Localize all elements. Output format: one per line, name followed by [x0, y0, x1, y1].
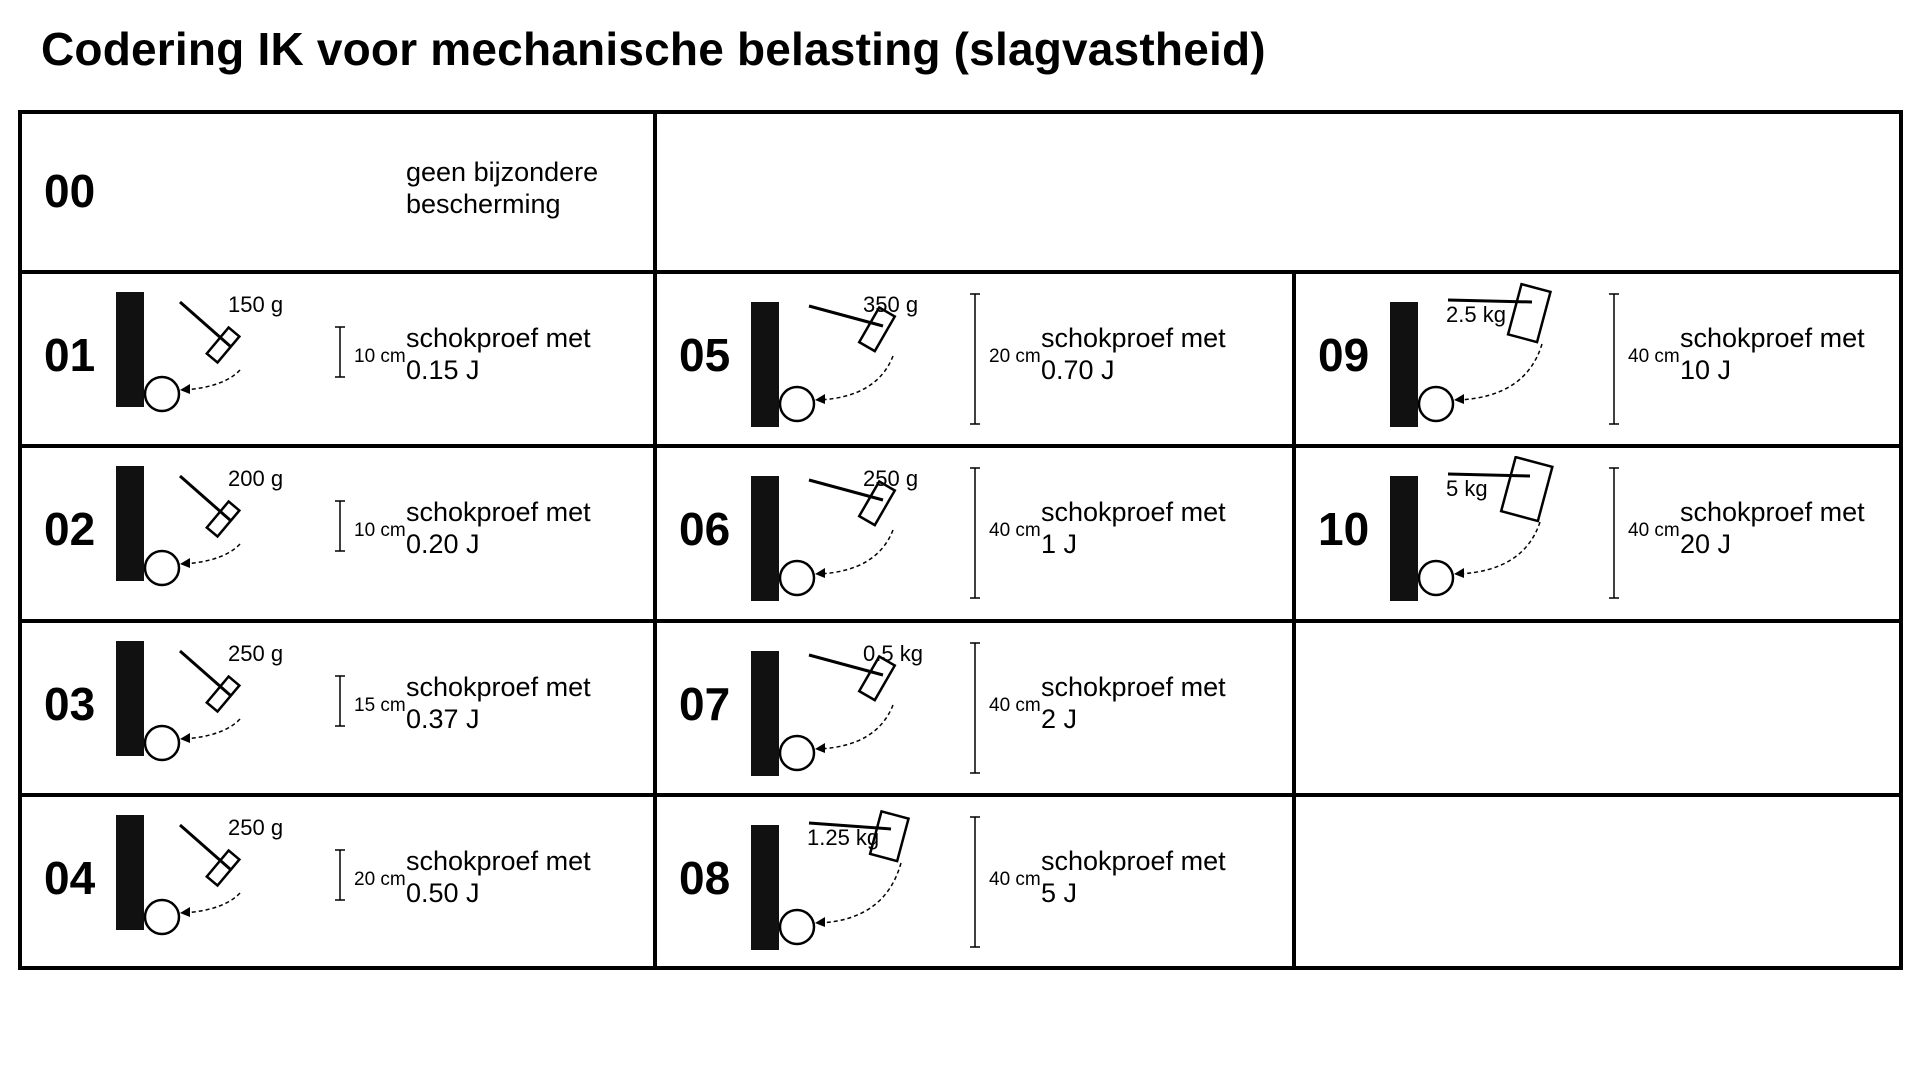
cell-empty-r4	[1296, 797, 1899, 966]
arrow-head-icon	[815, 917, 825, 927]
arrow-head-icon	[815, 394, 825, 404]
mass-label: 1.25 kg	[807, 825, 880, 850]
cell-ik06	[657, 448, 1292, 619]
ik-code: 02	[44, 503, 96, 555]
swing-arc	[819, 705, 893, 749]
ball-icon	[780, 561, 814, 595]
wall-icon	[116, 466, 144, 581]
wall-icon	[751, 651, 779, 776]
ball-icon	[780, 736, 814, 770]
ik-code: 08	[679, 852, 731, 904]
swing-arc	[1458, 344, 1542, 400]
drop-height-label: 10 cm	[354, 520, 406, 541]
mass-label: 200 g	[228, 466, 284, 491]
mass-label: 250 g	[863, 466, 919, 491]
ball-icon	[145, 726, 179, 760]
ball-icon	[145, 377, 179, 411]
wall-icon	[751, 302, 779, 427]
ball-icon	[780, 387, 814, 421]
ik-description: schokproef met 0.15 J	[406, 323, 591, 385]
hammer-handle	[180, 476, 230, 520]
cell-empty-top	[657, 114, 1899, 270]
ik-code: 00	[44, 165, 96, 217]
cell-ik00	[22, 114, 653, 270]
ik-description: schokproef met 5 J	[1041, 846, 1226, 908]
cell-ik02	[22, 448, 653, 619]
ik-description: schokproef met 0.50 J	[406, 846, 591, 908]
hammer-icon	[207, 502, 240, 537]
mass-label: 250 g	[228, 641, 284, 666]
ik-description: schokproef met 0.70 J	[1041, 323, 1226, 385]
ik-code: 06	[679, 503, 731, 555]
mass-label: 0.5 kg	[863, 641, 923, 666]
ik-code: 03	[44, 678, 96, 730]
drop-height-label: 40 cm	[1628, 346, 1680, 367]
cell-ik04	[22, 797, 653, 966]
arrow-head-icon	[180, 558, 190, 568]
drop-height-label: 10 cm	[354, 346, 406, 367]
drop-height-label: 20 cm	[989, 346, 1041, 367]
drop-height-label: 40 cm	[989, 695, 1041, 716]
hammer-handle	[180, 651, 230, 695]
page-title: Codering IK voor mechanische belasting (slagvastheid)	[41, 23, 1266, 75]
arrow-head-icon	[1454, 394, 1464, 404]
mass-label: 150 g	[228, 292, 284, 317]
cell-ik03	[22, 623, 653, 793]
ik-code: 09	[1318, 329, 1370, 381]
impact-test-symbol	[112, 631, 412, 781]
wall-icon	[751, 476, 779, 601]
ik-description: schokproef met 1 J	[1041, 497, 1226, 559]
cell-ik07	[657, 623, 1292, 793]
hammer-icon	[207, 677, 240, 712]
impact-test-symbol	[747, 631, 1047, 781]
impact-test-symbol	[747, 456, 1047, 606]
ik-description: schokproef met 0.37 J	[406, 672, 591, 734]
swing-arc	[184, 544, 240, 564]
wall-icon	[1390, 476, 1418, 601]
impact-test-symbol	[112, 456, 412, 606]
cell-ik05	[657, 274, 1292, 444]
hammer-handle	[180, 825, 230, 869]
ball-icon	[145, 551, 179, 585]
cell-ik09	[1296, 274, 1899, 444]
ik-description: schokproef met 10 J	[1680, 323, 1865, 385]
impact-test-symbol	[747, 805, 1047, 955]
mass-label: 250 g	[228, 815, 284, 840]
ik-code: 10	[1318, 503, 1370, 555]
arrow-head-icon	[180, 907, 190, 917]
wall-icon	[751, 825, 779, 950]
ik-code-table	[18, 110, 1903, 970]
swing-arc	[819, 530, 893, 574]
impact-test-symbol	[112, 805, 412, 955]
wall-icon	[116, 641, 144, 756]
cell-ik08	[657, 797, 1292, 966]
cell-empty-r3	[1296, 623, 1899, 793]
cell-ik10	[1296, 448, 1899, 619]
arrow-head-icon	[180, 733, 190, 743]
ball-icon	[1419, 561, 1453, 595]
impact-test-symbol	[112, 282, 412, 432]
ik-description: schokproef met 0.20 J	[406, 497, 591, 559]
swing-arc	[184, 370, 240, 390]
swing-arc	[819, 863, 901, 923]
wall-icon	[116, 815, 144, 930]
hammer-icon	[1508, 284, 1550, 342]
hammer-icon	[207, 328, 240, 363]
drop-height-label: 40 cm	[1628, 520, 1680, 541]
arrow-head-icon	[1454, 568, 1464, 578]
swing-arc	[819, 356, 893, 400]
ik-code: 05	[679, 329, 731, 381]
drop-height-label: 40 cm	[989, 869, 1041, 890]
impact-test-symbol	[1386, 282, 1686, 432]
arrow-head-icon	[815, 743, 825, 753]
hammer-icon	[207, 851, 240, 886]
hammer-handle	[180, 302, 230, 346]
impact-test-symbol	[1386, 456, 1686, 606]
cell-ik01	[22, 274, 653, 444]
drop-height-label: 15 cm	[354, 695, 406, 716]
mass-label: 350 g	[863, 292, 919, 317]
ball-icon	[780, 910, 814, 944]
drop-height-label: 40 cm	[989, 520, 1041, 541]
mass-label: 2.5 kg	[1446, 302, 1506, 327]
ball-icon	[145, 900, 179, 934]
ik-description: schokproef met 2 J	[1041, 672, 1226, 734]
ball-icon	[1419, 387, 1453, 421]
arrow-head-icon	[815, 568, 825, 578]
ik-code: 07	[679, 678, 731, 730]
ik-description: schokproef met 20 J	[1680, 497, 1865, 559]
swing-arc	[1458, 522, 1540, 574]
wall-icon	[116, 292, 144, 407]
impact-test-symbol	[747, 282, 1047, 432]
swing-arc	[184, 893, 240, 913]
ik-code: 01	[44, 329, 96, 381]
mass-label: 5 kg	[1446, 476, 1488, 501]
wall-icon	[1390, 302, 1418, 427]
swing-arc	[184, 719, 240, 739]
ik-description: geen bijzondere bescherming	[406, 157, 599, 219]
ik-code: 04	[44, 852, 96, 904]
hammer-icon	[1501, 457, 1552, 521]
arrow-head-icon	[180, 384, 190, 394]
drop-height-label: 20 cm	[354, 869, 406, 890]
